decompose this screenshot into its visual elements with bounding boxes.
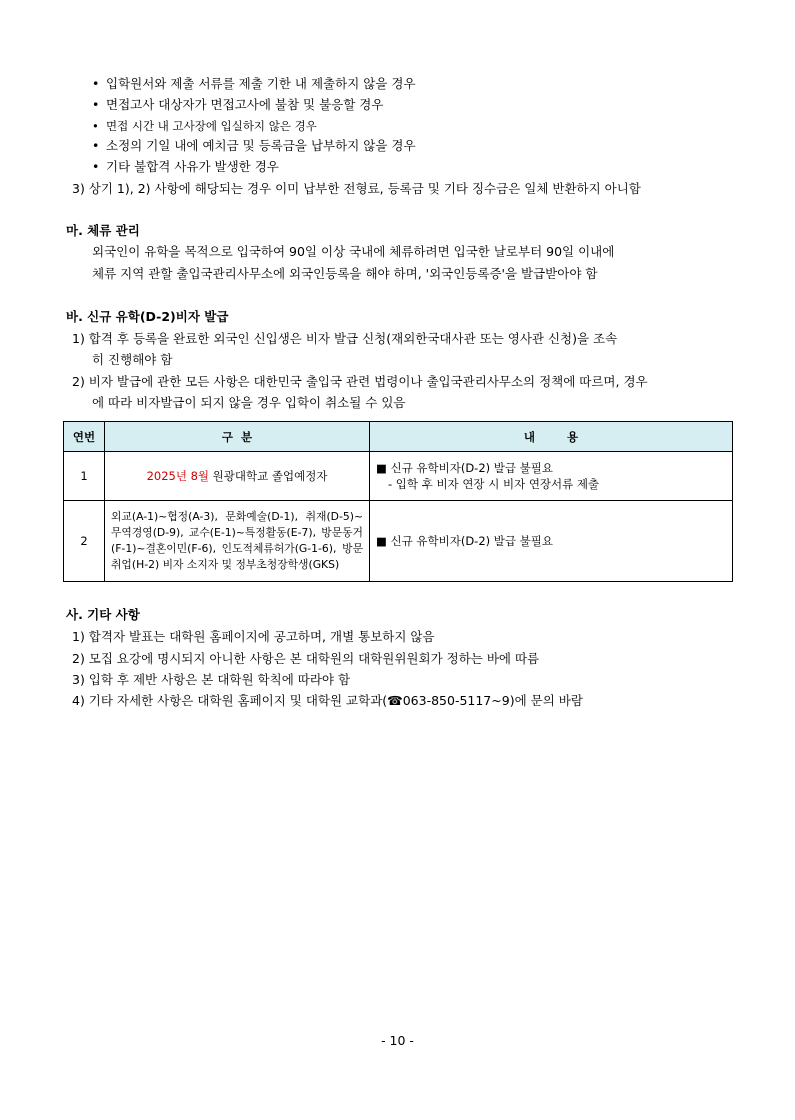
header-category: 구 분	[105, 422, 370, 452]
numbered-item: 1) 합격 후 등록을 완료한 외국인 신입생은 비자 발급 신청(재외한국대사관 또는 영사관 신청)을 조속	[72, 331, 618, 346]
row-number: 1	[64, 452, 105, 501]
bullet-item: • 면접 시간 내 고사장에 입실하지 않은 경우	[92, 119, 317, 133]
numbered-item: 1) 합격자 발표는 대학원 홈페이지에 공고하며, 개별 통보하지 않음	[72, 629, 435, 644]
date-highlight: 2025년 8월	[146, 469, 210, 483]
numbered-item-continuation: 에 따라 비자발급이 되지 않을 경우 입학이 취소될 수 있음	[92, 395, 406, 410]
row-content: ■ 신규 유학비자(D-2) 발급 불필요 - 입학 후 비자 연장 시 비자 연장서류 제출	[370, 452, 733, 501]
numbered-item: 2) 비자 발급에 관한 모든 사항은 대한민국 출입국 관련 법령이나 출입국관리사무소의 정책에 따르며, 경우	[72, 374, 648, 389]
numbered-item: 3) 입학 후 제반 사항은 본 대학원 학칙에 따라야 함	[72, 672, 351, 687]
numbered-item: 2) 모집 요강에 명시되지 아니한 사항은 본 대학원의 대학원위원회가 정하는 바에 따름	[72, 651, 540, 666]
header-number: 연번	[64, 422, 105, 452]
numbered-item-continuation: 히 진행해야 함	[92, 352, 173, 367]
table-row	[64, 452, 733, 501]
row-category: 2025년 8월 원광대학교 졸업예정자	[105, 452, 370, 501]
visa-table	[63, 421, 733, 582]
header-content: 내 용	[370, 422, 733, 452]
bullet-dot-icon: •	[92, 119, 99, 133]
numbered-item: 4) 기타 자세한 사항은 대학원 홈페이지 및 대학원 교학과(☎063-850-5117~9)에 문의 바람	[72, 693, 583, 708]
paragraph-line: 외국인이 유학을 목적으로 입국하여 90일 이상 국내에 체류하려면 입국한 날로부터 90일 이내에	[92, 244, 615, 259]
bullet-item: • 입학원서와 제출 서류를 제출 기한 내 제출하지 않을 경우	[92, 76, 416, 91]
page-number: - 10 -	[381, 1033, 414, 1048]
bullet-item: • 소정의 기일 내에 예치금 및 등록금을 납부하지 않을 경우	[92, 138, 416, 153]
bullet-item: • 기타 불합격 사유가 발생한 경우	[92, 159, 279, 174]
section-heading: 사. 기타 사항	[66, 607, 140, 622]
table-row	[64, 501, 733, 582]
bullet-dot-icon: •	[92, 159, 100, 174]
bullet-item: • 면접고사 대상자가 면접고사에 불참 및 불응할 경우	[92, 97, 384, 112]
row-number: 2	[64, 501, 105, 582]
bullet-dot-icon: •	[92, 76, 100, 91]
table-header-row	[64, 422, 733, 452]
row-category: 외교(A-1)~협정(A-3), 문화예술(D-1), 취재(D-5)~무역경영(D-9), 교수(E-1)~특정활동(E-7), 방문동거(F-1)~결혼이민(F-6), 인도적체류허가(G-1-6), 방문취업(H-2) 비자 소지자 및 정부초청장학생(GKS)	[105, 501, 370, 582]
bullet-dot-icon: •	[92, 138, 100, 153]
bullet-dot-icon: •	[92, 97, 100, 112]
section-heading: 마. 체류 관리	[66, 223, 140, 238]
section-heading: 바. 신규 유학(D-2)비자 발급	[66, 309, 229, 324]
paragraph-line: 체류 지역 관할 출입국관리사무소에 외국인등록을 해야 하며, '외국인등록증'을 발급받아야 함	[92, 266, 598, 281]
row-content: ■ 신규 유학비자(D-2) 발급 불필요	[370, 501, 733, 582]
numbered-item: 3) 상기 1), 2) 사항에 해당되는 경우 이미 납부한 전형료, 등록금 및 기타 징수금은 일체 반환하지 아니함	[72, 181, 641, 196]
